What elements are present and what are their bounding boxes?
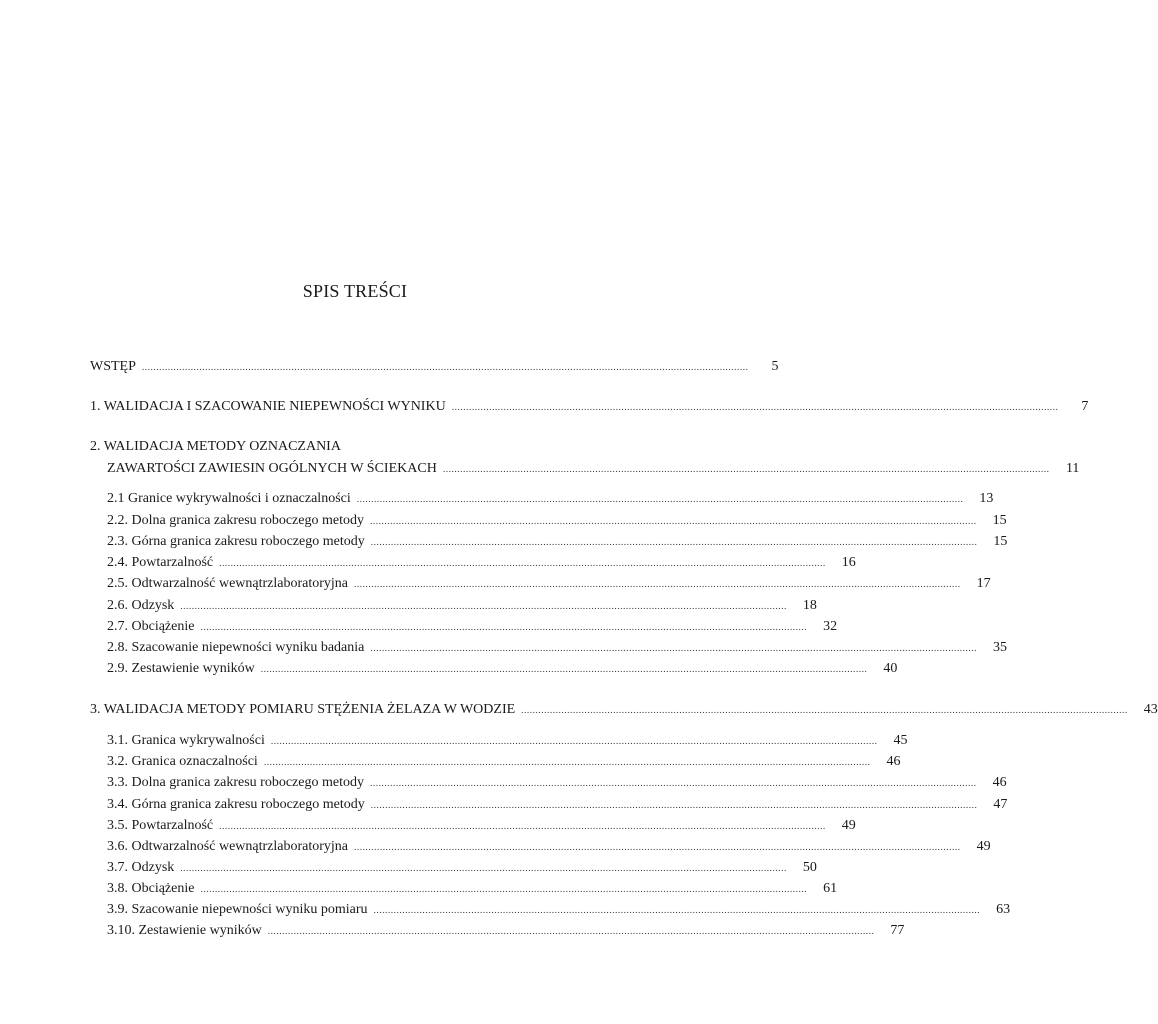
toc-entry-page: 5 bbox=[771, 359, 779, 374]
toc-entry-page: 13 bbox=[979, 491, 994, 506]
toc-subentry-3-5[interactable] bbox=[107, 817, 856, 836]
toc-subentry-3-6[interactable] bbox=[107, 838, 991, 857]
toc-entry-label: 2.7. Obciążenie bbox=[107, 619, 195, 634]
toc-entry-page: 45 bbox=[893, 733, 908, 748]
dot-leader: ................................................................................................................................................................................................................... bbox=[200, 623, 808, 633]
toc-entry-page: 15 bbox=[993, 534, 1008, 549]
toc-subentry-2-5[interactable] bbox=[107, 575, 991, 594]
dot-leader: ................................................................................................................................................................................................................... bbox=[369, 779, 977, 789]
toc-entry-label: 3.9. Szacowanie niepewności wyniku pomiaru bbox=[107, 902, 368, 917]
toc-entry-label: 3.1. Granica wykrywalności bbox=[107, 733, 265, 748]
toc-entry-label: 3.6. Odtwarzalność wewnątrzlaboratoryjna bbox=[107, 839, 349, 854]
toc-entry-page: 43 bbox=[1143, 702, 1158, 717]
toc-entry-label: ZAWARTOŚCI ZAWIESIN OGÓLNYCH W ŚCIEKACH bbox=[107, 461, 437, 476]
toc-entry-label: 3.4. Górna granica zakresu roboczego metody bbox=[107, 797, 365, 812]
toc-subentry-3-4[interactable] bbox=[107, 796, 1008, 815]
toc-entry-label: 3. WALIDACJA METODY POMIARU STĘŻENIA ŻELAZA W WODZIE bbox=[90, 702, 516, 717]
toc-entry-page: 47 bbox=[993, 797, 1008, 812]
toc-subentry-2-9[interactable] bbox=[107, 660, 898, 679]
toc-subentry-2-3[interactable] bbox=[107, 533, 1008, 552]
dot-leader: ................................................................................................................................................................................................................... bbox=[141, 363, 749, 373]
dot-leader: ................................................................................................................................................................................................................... bbox=[369, 517, 977, 527]
dot-leader: ................................................................................................................................................................................................................... bbox=[270, 737, 878, 747]
dot-leader: ................................................................................................................................................................................................................... bbox=[219, 559, 826, 569]
dot-leader: ................................................................................................................................................................................................................... bbox=[260, 665, 868, 675]
toc-entry-page: 7 bbox=[1081, 399, 1089, 414]
toc-entry-label: 1. WALIDACJA I SZACOWANIE NIEPEWNOŚCI WYNIKU bbox=[90, 399, 446, 414]
toc-subentry-3-1[interactable] bbox=[107, 732, 908, 751]
toc-entry-page: 49 bbox=[841, 818, 856, 833]
toc-subentry-2-7[interactable] bbox=[107, 618, 838, 637]
toc-subentry-2-2[interactable] bbox=[107, 512, 1007, 531]
dot-leader: ................................................................................................................................................................................................................... bbox=[267, 927, 875, 937]
toc-entry-page: 15 bbox=[992, 513, 1007, 528]
toc-entry-page: 63 bbox=[996, 902, 1011, 917]
toc-entry-page: 17 bbox=[976, 576, 991, 591]
dot-leader: ................................................................................................................................................................................................................... bbox=[451, 403, 1059, 413]
toc-entry-label: 2.6. Odzysk bbox=[107, 598, 175, 613]
dot-leader: ................................................................................................................................................................................................................... bbox=[373, 906, 981, 916]
toc-subentry-2-4[interactable] bbox=[107, 554, 856, 573]
toc-subentry-3-9[interactable] bbox=[107, 901, 1011, 920]
dot-leader: ................................................................................................................................................................................................................... bbox=[354, 580, 961, 590]
toc-entry-page: 40 bbox=[883, 661, 898, 676]
toc-entry-page: 46 bbox=[992, 775, 1007, 790]
toc-entry-label: 2.1 Granice wykrywalności i oznaczalności bbox=[107, 491, 351, 506]
dot-leader: ................................................................................................................................................................................................................... bbox=[219, 822, 826, 832]
toc-entry-label: WSTĘP bbox=[90, 359, 136, 374]
toc-entry-wstep[interactable] bbox=[90, 358, 779, 377]
toc-entry-page: 32 bbox=[823, 619, 838, 634]
toc-subentry-3-3[interactable] bbox=[107, 774, 1007, 793]
dot-leader: ................................................................................................................................................................................................................... bbox=[180, 602, 787, 612]
dot-leader: ................................................................................................................................................................................................................... bbox=[370, 538, 978, 548]
toc-entry-page: 16 bbox=[841, 555, 856, 570]
toc-entry-label: 2.2. Dolna granica zakresu roboczego metody bbox=[107, 513, 364, 528]
toc-entry-label: 3.7. Odzysk bbox=[107, 860, 175, 875]
toc-entry-label: 3.10. Zestawienie wyników bbox=[107, 923, 262, 938]
toc-entry-label: 3.3. Dolna granica zakresu roboczego metody bbox=[107, 775, 364, 790]
dot-leader: ................................................................................................................................................................................................................... bbox=[263, 758, 871, 768]
toc-subentry-2-6[interactable] bbox=[107, 597, 817, 616]
toc-entry-page: 35 bbox=[993, 640, 1007, 655]
dot-leader: ................................................................................................................................................................................................................... bbox=[370, 801, 978, 811]
dot-leader: ................................................................................................................................................................................................................... bbox=[354, 843, 961, 853]
toc-entry-chapter-1[interactable] bbox=[90, 398, 1089, 417]
toc-entry-page: 61 bbox=[823, 881, 838, 896]
dot-leader: ................................................................................................................................................................................................................... bbox=[356, 495, 964, 505]
toc-entry-label: 2.8. Szacowanie niepewności wyniku badania bbox=[107, 640, 365, 655]
toc-subentry-3-10[interactable] bbox=[107, 922, 905, 941]
toc-entry-page: 77 bbox=[890, 923, 905, 938]
page-title: SPIS TREŚCI bbox=[302, 281, 408, 301]
toc-entry-label: 3.8. Obciążenie bbox=[107, 881, 195, 896]
toc-entry-page: 50 bbox=[802, 860, 817, 875]
toc-entry-page: 49 bbox=[976, 839, 991, 854]
dot-leader: ................................................................................................................................................................................................................... bbox=[442, 465, 1050, 475]
toc-entry-chapter-3[interactable] bbox=[90, 701, 1158, 720]
dot-leader: ................................................................................................................................................................................................................... bbox=[200, 885, 808, 895]
dot-leader: ................................................................................................................................................................................................................... bbox=[370, 644, 977, 654]
dot-leader: ................................................................................................................................................................................................................... bbox=[521, 706, 1128, 716]
dot-leader: ................................................................................................................................................................................................................... bbox=[180, 864, 787, 874]
toc-entry-page: 18 bbox=[802, 598, 817, 613]
toc-subentry-2-1[interactable] bbox=[107, 490, 994, 509]
toc-entry-label: 2.4. Powtarzalność bbox=[107, 555, 214, 570]
toc-entry-page: 11 bbox=[1065, 461, 1080, 476]
toc-subentry-3-7[interactable] bbox=[107, 859, 817, 878]
toc-entry-chapter-2[interactable] bbox=[107, 460, 1080, 479]
toc-entry-label: 2.9. Zestawienie wyników bbox=[107, 661, 255, 676]
toc-subentry-2-8[interactable] bbox=[107, 639, 1007, 658]
toc-subentry-3-2[interactable] bbox=[107, 753, 901, 772]
toc-entry-label: 3.5. Powtarzalność bbox=[107, 818, 214, 833]
toc-entry-label: 2.5. Odtwarzalność wewnątrzlaboratoryjna bbox=[107, 576, 349, 591]
toc-subentry-3-8[interactable] bbox=[107, 880, 838, 899]
toc-entry-page: 46 bbox=[886, 754, 901, 769]
toc-entry-label: 2.3. Górna granica zakresu roboczego metody bbox=[107, 534, 365, 549]
toc-chapter-2-line1: 2. WALIDACJA METODY OZNACZANIA bbox=[90, 439, 341, 454]
toc-entry-label: 3.2. Granica oznaczalności bbox=[107, 754, 258, 769]
